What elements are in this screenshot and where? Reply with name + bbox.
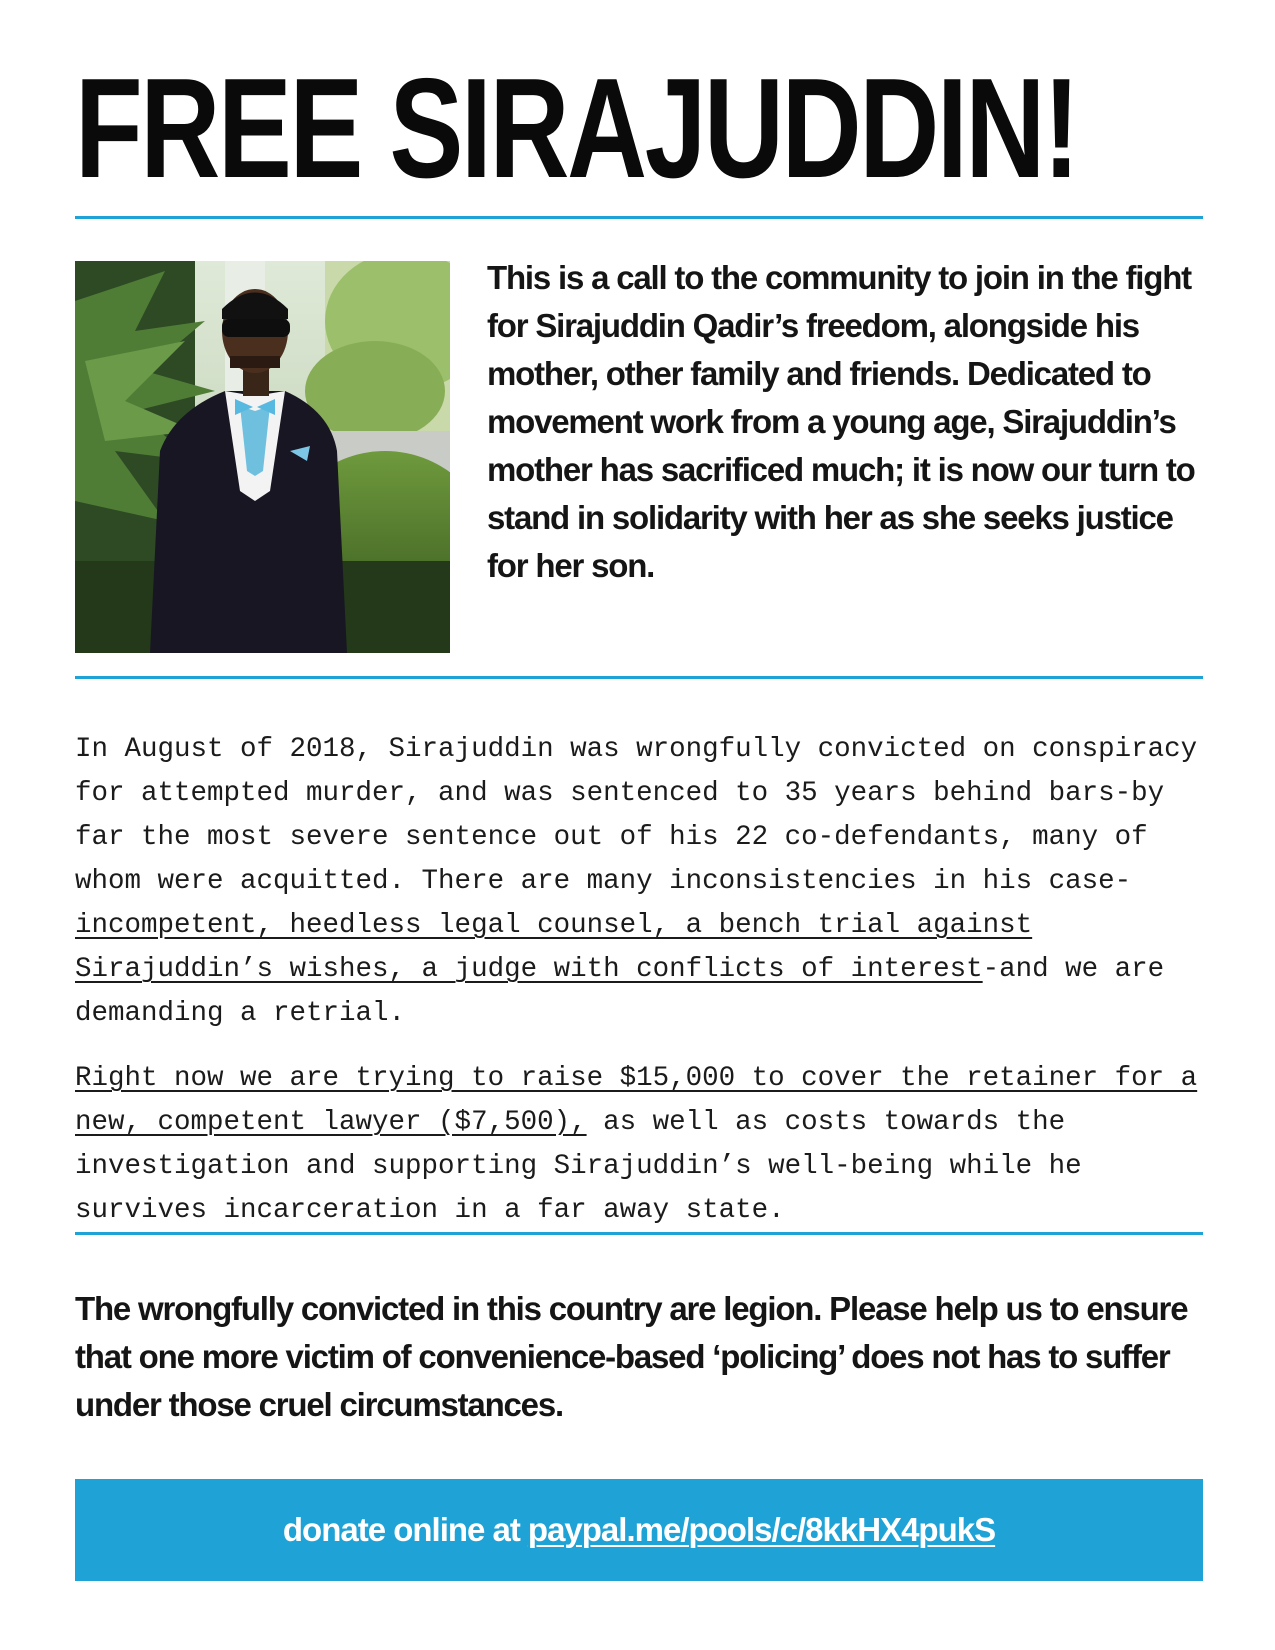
intro-text: This is a call to the community to join in the fight for Sirajuddin Qadir’s freedom, alongside his mother, other family and friends. Dedicated to movement work from a young age, Sirajuddin’s mother has sacrificed much; it is now our turn to stand in solidarity with her as she seeks justice for her son. [487, 259, 1195, 584]
fundraising-paragraph-tail: as well as costs towards the investigation and supporting Sirajuddin’s well-being while he survives incarceration in a far away state. [75, 1107, 1082, 1226]
donate-banner [75, 1479, 1203, 1581]
portrait-photo [75, 261, 450, 653]
case-paragraph-tail: -and we are demanding a retrial. [75, 954, 1165, 1029]
case-paragraph [75, 728, 1215, 1036]
donate-prefix: donate online at [282, 1511, 520, 1548]
page-title: FREE SIRAJUDDIN! [75, 49, 1078, 208]
closing-appeal: The wrongfully convicted in this country are legion. Please help us to ensure that one more victim of convenience-based ‘policing’ does not has to suffer under those cruel circumstances. [75, 1290, 1188, 1423]
portrait-photo-icon [75, 261, 450, 653]
divider [75, 1232, 1203, 1235]
case-paragraph-lead: In August of 2018, Sirajuddin was wrongfully convicted on conspiracy for attempted murder, and was sentenced to 35 years behind bars-by far the most severe sentence out of his 22 co-defendants, many of whom were acquitted. There are many inconsistencies in his case- [75, 734, 1198, 897]
donate-link[interactable]: paypal.me/pools/c/8kkHX4pukS [527, 1511, 996, 1548]
case-issues-underlined: incompetent, heedless legal counsel, a bench trial against Sirajuddin’s wishes, a judge with conflicts of interest [75, 910, 1033, 985]
divider [75, 676, 1203, 679]
fundraising-paragraph [75, 1057, 1215, 1233]
divider [75, 216, 1203, 219]
fundraising-goal-underlined: Right now we are trying to raise $15,000 to cover the retainer for a new, competent lawyer ($7,500), [75, 1063, 1198, 1138]
